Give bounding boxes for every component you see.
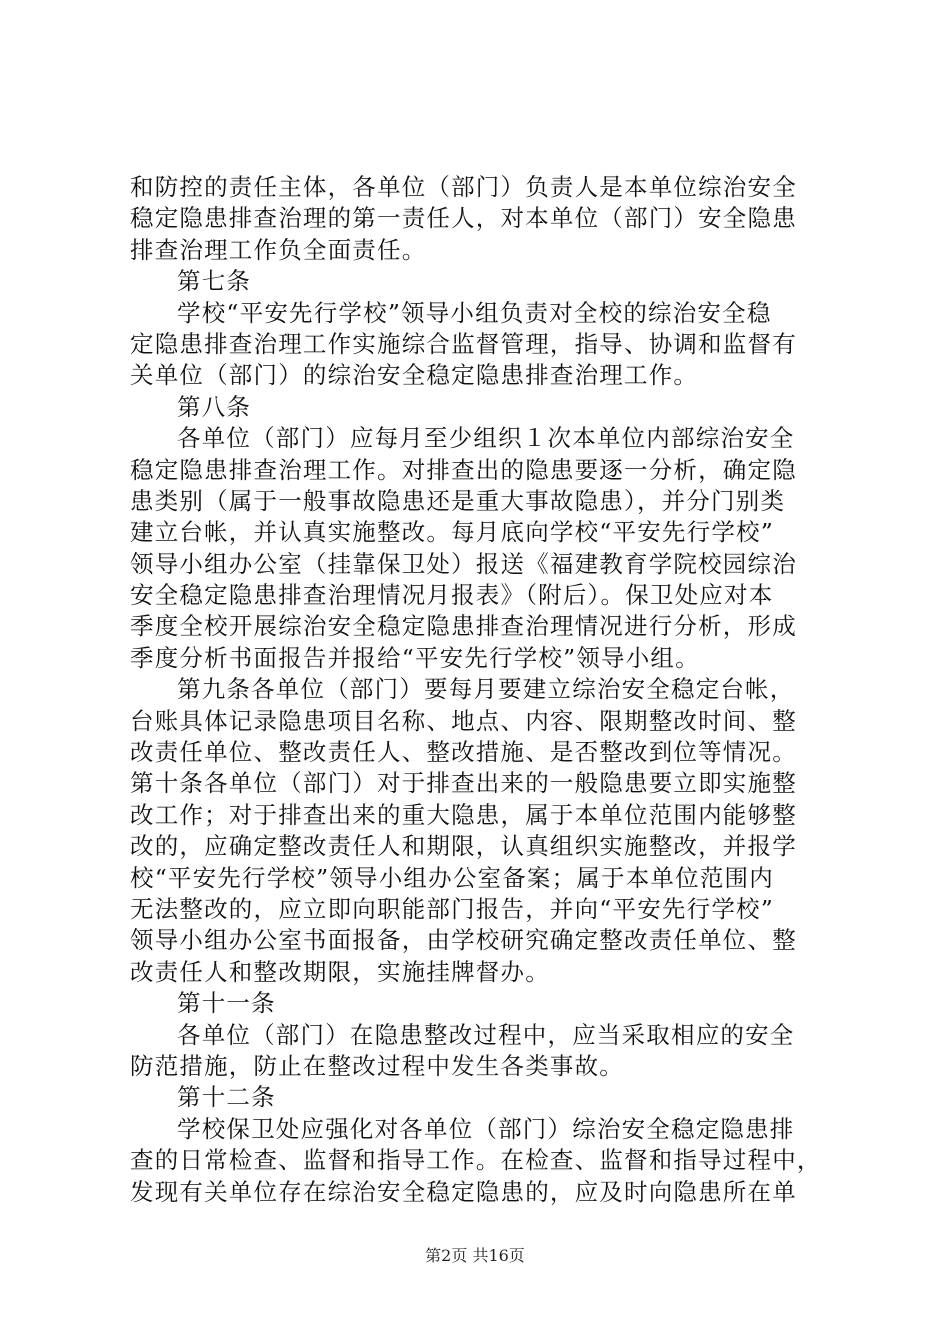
text-line: 第九条各单位（部门）要每月要建立综治安全稳定台帐， — [177, 675, 795, 704]
text-line: 季度分析书面报告并报给“平安先行学校”领导小组。 — [130, 643, 700, 672]
text-line: 季度全校开展综治安全稳定隐患排查治理情况进行分析，形成 — [130, 612, 797, 641]
text-line: 学校保卫处应强化对各单位（部门）综治安全稳定隐患排 — [177, 1114, 795, 1143]
text-line: 发现有关单位存在综治安全稳定隐患的，应及时向隐患所在单 — [130, 1177, 797, 1206]
text-line: 学校“平安先行学校”领导小组负责对全校的综治安全稳 — [177, 298, 772, 327]
text-line: 安全稳定隐患排查治理情况月报表》（附后）。保卫处应对本 — [130, 581, 774, 610]
text-line: 排查治理工作负全面责任。 — [130, 235, 427, 264]
text-line: 改责任单位、整改责任人、整改措施、是否整改到位等情况。 — [130, 738, 797, 767]
text-line: 查的日常检查、监督和指导工作。在检查、监督和指导过程中， — [130, 1146, 822, 1175]
text-line: 第十一条 — [177, 989, 276, 1018]
text-line: 第十条各单位（部门）对于排查出来的一般隐患要立即实施整 — [130, 769, 797, 798]
text-line: 领导小组办公室书面报备，由学校研究确定整改责任单位、整 — [130, 926, 797, 955]
text-line: 和防控的责任主体，各单位（部门）负责人是本单位综治安全 — [130, 173, 797, 201]
text-line: 台账具体记录隐患项目名称、地点、内容、限期整改时间、整 — [130, 706, 797, 735]
text-line: 改工作；对于排查出来的重大隐患，属于本单位范围内能够整 — [130, 800, 797, 829]
text-line: 稳定隐患排查治理的第一责任人，对本单位（部门）安全隐患 — [130, 204, 797, 233]
text-line: 关单位（部门）的综治安全稳定隐患排查治理工作。 — [130, 361, 699, 390]
text-line: 患类别（属于一般事故隐患还是重大事故隐患），并分门别类 — [130, 486, 786, 515]
page-footer: 第2页 共16页 — [425, 1246, 525, 1265]
text-line: 第十二条 — [177, 1083, 276, 1112]
text-line: 防范措施，防止在整改过程中发生各类事故。 — [130, 1051, 624, 1080]
text-line: 建立台帐，并认真实施整改。每月底向学校“平安先行学校” — [130, 518, 774, 547]
text-line: 各单位（部门）应每月至少组织１次本单位内部综治安全 — [177, 424, 795, 453]
text-line: 稳定隐患排查治理工作。对排查出的隐患要逐一分析，确定隐 — [130, 455, 797, 484]
text-line: 领导小组办公室（挂靠保卫处）报送《福建教育学院校园综治 — [130, 549, 797, 578]
text-line: 定隐患排查治理工作实施综合监督管理，指导、协调和监督有 — [130, 329, 797, 358]
text-line: 第七条 — [177, 267, 252, 296]
text-line: 第八条 — [177, 392, 252, 421]
text-line: 改责任人和整改期限，实施挂牌督办。 — [130, 957, 550, 986]
text-line: 校“平安先行学校”领导小组办公室备案；属于本单位范围内 — [130, 863, 774, 892]
document-body — [130, 172, 830, 1208]
text-line: 无法整改的，应立即向职能部门报告，并向“平安先行学校” — [130, 894, 774, 923]
text-line: 改的，应确定整改责任人和期限，认真组织实施整改，并报学 — [130, 832, 797, 861]
text-line: 各单位（部门）在隐患整改过程中，应当采取相应的安全 — [177, 1020, 795, 1049]
